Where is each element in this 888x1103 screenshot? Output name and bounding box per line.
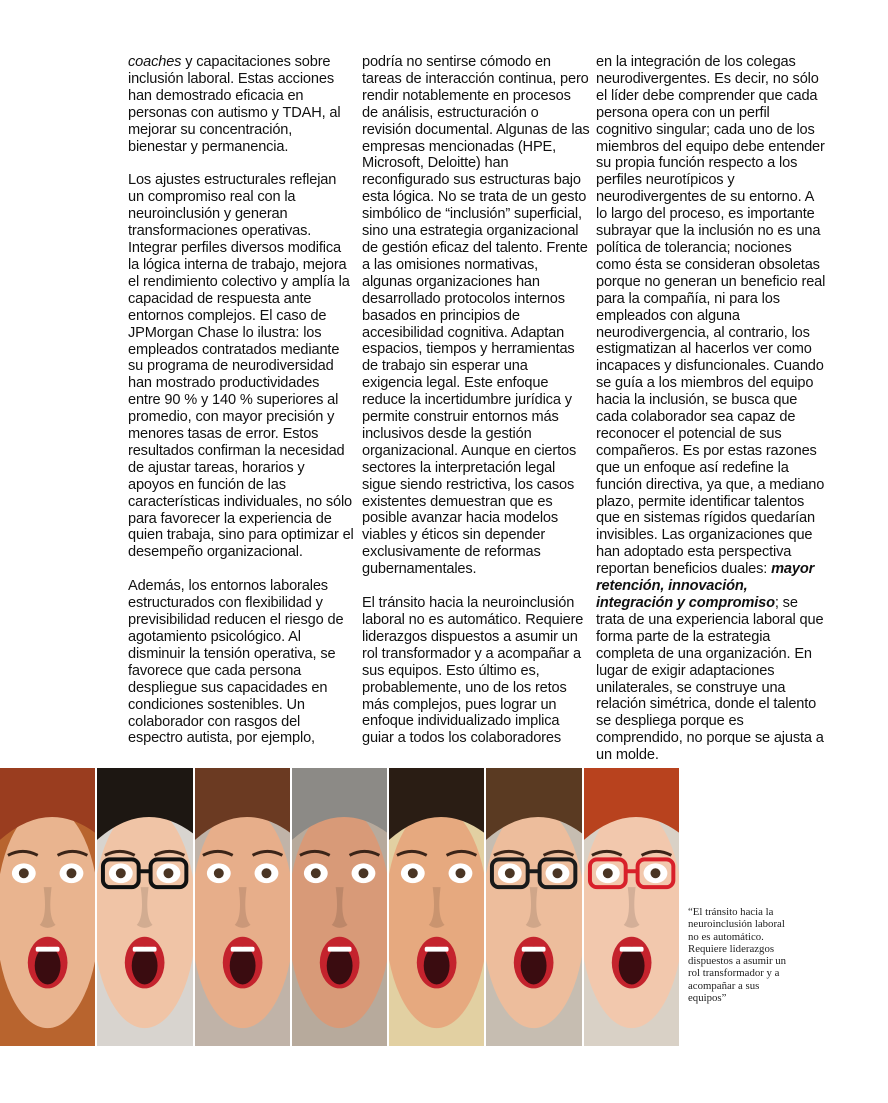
face-photo-5 [389, 768, 484, 1046]
column-3-text-a: en la integración de los colegas neurodivergentes. Es decir, no sólo el líder debe comprender que cada persona opera con un perfil cognitivo singular; cada uno de los miembros del equipo debe entender su propia función respecto a los perfiles neurotípicos y neurodivergentes de su entorno. A lo largo del proceso, es importante subrayar que la inclusión no es una política de tolerancia; nociones como ésta se consideran obsoletas porque no generan un beneficio real para la compañía, ni para los empleados con alguna neurodivergencia, al contrario, los estigmatizan al hacerlos ver como incapaces y disfuncionales. Cuando se guía a los miembros del equipo hacia la inclusión, se busca que cada colaborador sea capaz de reconocer el potencial de sus compañeros. Es por estas razones que un enfoque así redefine la función directiva, ya que, a mediano plazo, permite identificar talentos que en sistemas rígidos quedarían invisibles. Las organizaciones que han adoptado esta perspectiva reportan beneficios duales: [596, 54, 826, 578]
column-1-paragraph-1-text: y capacitaciones sobre inclusión laboral. Estas acciones han demostrado eficacia en personas con autismo y TDAH, al mejorar su concentración, bienestar y permanencia. [128, 54, 341, 155]
article-column-1 [128, 54, 354, 764]
face-photo-6 [486, 768, 581, 1046]
column-1-paragraph-3: Además, los entornos laborales estructurados con flexibilidad y previsibilidad reducen el riesgo de agotamiento psicológico. Al disminuir la tensión operativa, se favorece que cada persona despliegue sus capacidades en condiciones sostenibles. Un colaborador con rasgos del espectro autista, por ejemplo, [128, 578, 344, 747]
coaches-term: coaches [128, 54, 182, 70]
article-column-3 [596, 54, 828, 781]
face-photo-7 [584, 768, 679, 1046]
column-3-text-b: ; se trata de una experiencia laboral que forma parte de la estrategia completa de una organización. En lugar de exigir adaptaciones unilaterales, se construye una relación simétrica, donde el talento se despliega porque es comprendido, no porque se ajusta a un molde. [596, 595, 824, 764]
column-2-paragraph-2: El tránsito hacia la neuroinclusión laboral no es automático. Requiere liderazgos dispuestos a asumir un rol transformador y a acompañar a sus equipos. Esto último es, probablemente, uno de los retos más complejos, pues lograr un enfoque individualizado implica guiar a todos los colaboradores [362, 595, 584, 747]
benefits-highlight: mayor retención, innovación, integración y compromiso [596, 561, 815, 611]
faces-photo-strip [0, 768, 679, 1046]
column-1-paragraph-2: Los ajustes estructurales reflejan un compromiso real con la neuroinclusión y generan transformaciones operativas. Integrar perfiles diversos modifica la lógica interna de trabajo, mejora el rendimiento colectivo y amplía la capacidad de respuesta ante entornos complejos. El caso de JPMorgan Chase lo ilustra: los empleados contratados mediante su programa de neurodiversidad han mostrado productividades entre 90 % y 140 % superiores al promedio, con mayor precisión y menores tasas de error. Estos resultados confirman la necesidad de ajustar tareas, horarios y apoyos en función de las características individuales, no sólo para favorecer la experiencia de quien trabaja, sino para optimizar el desempeño organizacional. [128, 172, 354, 561]
column-3-paragraph-1 [596, 54, 828, 764]
pull-quote: “El tránsito hacia la neuroinclusión laboral no es automático. Requiere liderazgos dispuestos a asumir un rol transformador y a acompañar a sus equipos” [688, 906, 787, 1005]
column-1-paragraph-1 [128, 54, 354, 155]
face-photo-1 [0, 768, 95, 1046]
face-photo-3 [195, 768, 290, 1046]
face-photo-4 [292, 768, 387, 1046]
article-column-2 [362, 54, 590, 764]
face-photo-2 [97, 768, 192, 1046]
column-2-paragraph-1: podría no sentirse cómodo en tareas de interacción continua, pero rendir notablemente en procesos de análisis, estructuración o revisión documental. Algunas de las empresas mencionadas (HPE, Microsoft, Deloitte) han reconfigurado sus estructuras bajo esta lógica. No se trata de un gesto simbólico de “inclusión” superficial, sino una estrategia organizacional de gestión eficaz del talento. Frente a las omisiones normativas, algunas organizaciones han desarrollado protocolos internos basados en principios de accesibilidad cognitiva. Adaptan espacios, tiempos y herramientas de trabajo sin esperar una exigencia legal. Este enfoque reduce la incertidumbre jurídica y permite construir entornos más inclusivos desde la gestión organizacional. Aunque en ciertos sectores la interpretación legal sigue siendo restrictiva, los casos existentes demuestran que es posible avanzar hacia modelos viables y éticos sin depender exclusivamente de reformas gubernamentales. [362, 54, 590, 578]
